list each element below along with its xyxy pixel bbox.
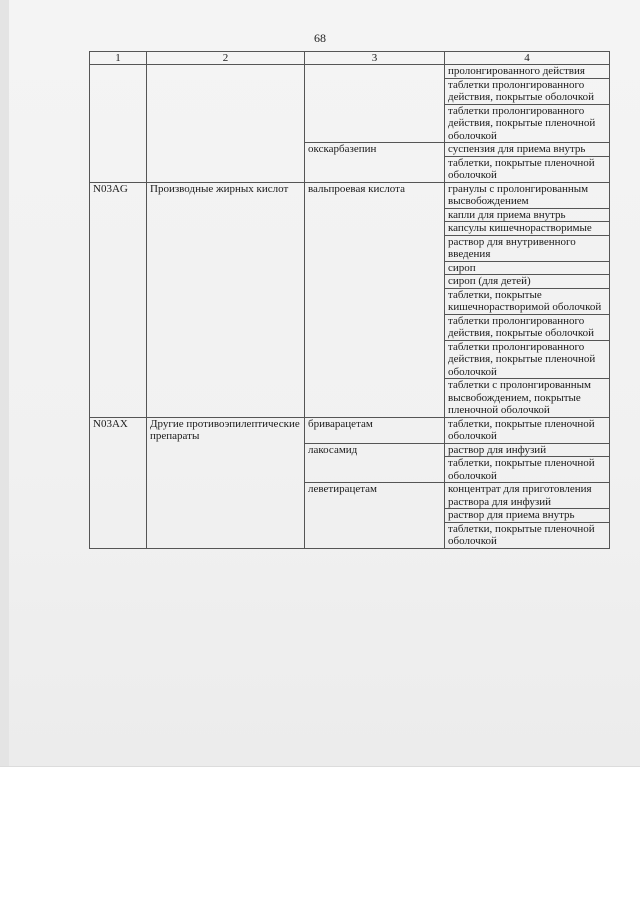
dosage-form-cell: пролонгированного действия bbox=[445, 65, 610, 79]
anatomical-group-cell: Производные жирных кислот bbox=[147, 182, 305, 417]
dosage-form-cell: таблетки, покрытые пленочной оболочкой bbox=[445, 522, 610, 548]
substance-name-cell: вальпроевая кислота bbox=[305, 182, 445, 417]
atc-code-cell bbox=[90, 65, 147, 183]
dosage-form-cell: таблетки пролонгированного действия, покрытые оболочкой bbox=[445, 78, 610, 104]
anatomical-group-cell bbox=[147, 65, 305, 183]
dosage-form-cell: капли для приема внутрь bbox=[445, 208, 610, 222]
table-header-row bbox=[90, 52, 610, 65]
drug-table bbox=[89, 51, 610, 549]
dosage-form-cell: таблетки, покрытые пленочной оболочкой bbox=[445, 457, 610, 483]
dosage-form-cell: сироп (для детей) bbox=[445, 275, 610, 289]
table-row bbox=[90, 65, 610, 79]
table-row bbox=[90, 182, 610, 208]
table-body bbox=[90, 65, 610, 549]
anatomical-group-cell: Другие противоэпилептические препараты bbox=[147, 417, 305, 548]
column-header-2: 2 bbox=[147, 52, 305, 65]
atc-code-cell: N03AG bbox=[90, 182, 147, 417]
dosage-form-cell: таблетки, покрытые пленочной оболочкой bbox=[445, 156, 610, 182]
substance-name-cell: окскарбазепин bbox=[305, 143, 445, 183]
dosage-form-cell: таблетки пролонгированного действия, покрытые пленочной оболочкой bbox=[445, 340, 610, 379]
dosage-form-cell: таблетки, покрытые пленочной оболочкой bbox=[445, 417, 610, 443]
dosage-form-cell: капсулы кишечнорастворимые bbox=[445, 222, 610, 236]
page-number: 68 bbox=[314, 31, 326, 45]
column-header-3: 3 bbox=[305, 52, 445, 65]
dosage-form-cell: таблетки с пролонгированным высвобождением, покрытые пленочной оболочкой bbox=[445, 379, 610, 418]
dosage-form-cell: раствор для приема внутрь bbox=[445, 509, 610, 523]
dosage-form-cell: суспензия для приема внутрь bbox=[445, 143, 610, 157]
dosage-form-cell: таблетки пролонгированного действия, покрытые оболочкой bbox=[445, 314, 610, 340]
substance-name-cell bbox=[305, 65, 445, 143]
dosage-form-cell: гранулы с пролонгированным высвобождением bbox=[445, 182, 610, 208]
dosage-form-cell: таблетки пролонгированного действия, покрытые пленочной оболочкой bbox=[445, 104, 610, 143]
dosage-form-cell: раствор для инфузий bbox=[445, 443, 610, 457]
atc-code-cell: N03AX bbox=[90, 417, 147, 548]
substance-name-cell: лакосамид bbox=[305, 443, 445, 483]
column-header-1: 1 bbox=[90, 52, 147, 65]
dosage-form-cell: раствор для внутривенного введения bbox=[445, 235, 610, 261]
dosage-form-cell: концентрат для приготовления раствора для инфузий bbox=[445, 483, 610, 509]
dosage-form-cell: таблетки, покрытые кишечнорастворимой оболочкой bbox=[445, 288, 610, 314]
substance-name-cell: бриварацетам bbox=[305, 417, 445, 443]
column-header-4: 4 bbox=[445, 52, 610, 65]
dosage-form-cell: сироп bbox=[445, 261, 610, 275]
scan-edge-shadow bbox=[0, 0, 9, 766]
substance-name-cell: леветирацетам bbox=[305, 483, 445, 549]
table-row bbox=[90, 417, 610, 443]
